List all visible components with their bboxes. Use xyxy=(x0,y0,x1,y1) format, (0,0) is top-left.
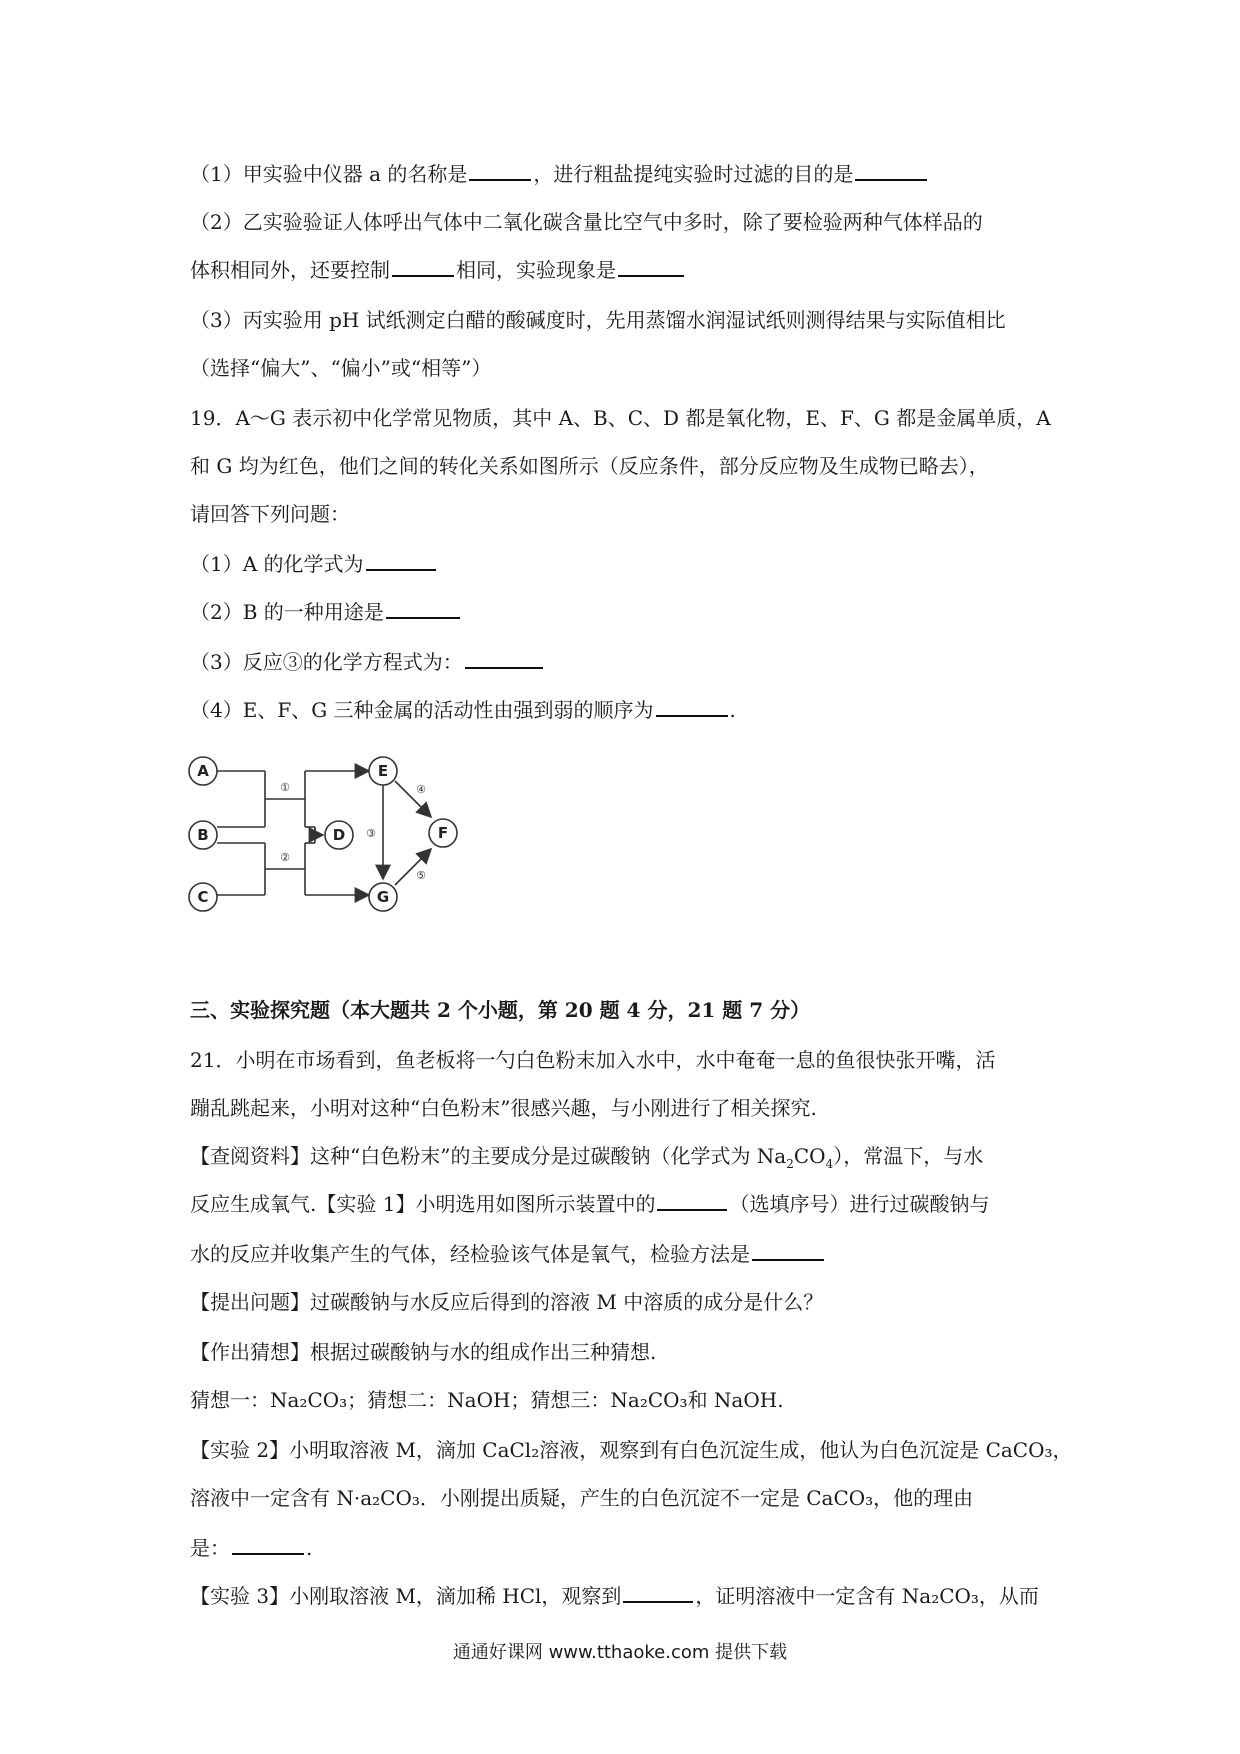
q18-part2-line2: 体积相同外，还要控制 相同，实验现象是 xyxy=(190,256,686,284)
answer-blank[interactable] xyxy=(623,1583,693,1603)
node-D: D xyxy=(332,826,346,844)
q18-part2-line1: （2）乙实验验证人体呼出气体中二氧化碳含量比空气中多时，除了要检验两种气体样品的 xyxy=(190,210,983,234)
q19-intro-2: 和 G 均为红色，他们之间的转化关系如图所示（反应条件，部分反应物及生成物已略去）， xyxy=(190,454,989,478)
answer-blank[interactable] xyxy=(386,599,460,619)
q21-line10: 溶液中一定含有 N·a₂CO₃．小刚提出质疑，产生的白色沉淀不一定是 CaCO₃，他的理由 xyxy=(190,1486,974,1510)
answer-blank[interactable] xyxy=(232,1535,304,1555)
node-G: G xyxy=(376,888,390,906)
node-B: B xyxy=(197,826,209,844)
q21-line12: 【实验 3】小刚取溶液 M，滴加稀 HCl，观察到 ，证明溶液中一定含有 Na₂CO₃，从而 xyxy=(190,1584,1039,1608)
q21-line11: 是： . xyxy=(190,1536,313,1560)
answer-blank[interactable] xyxy=(392,257,454,277)
label-reaction-4: ④ xyxy=(416,783,426,796)
q21-line9: 【实验 2】小明取溶液 M，滴加 CaCl₂溶液，观察到有白色沉淀生成，他认为白色沉淀是 CaCO₃， xyxy=(190,1438,1073,1462)
q21-line1: 21．小明在市场看到，鱼老板将一勺白色粉末加入水中，水中奄奄一息的鱼很快张开嘴，活 xyxy=(190,1048,996,1072)
answer-blank[interactable] xyxy=(465,649,543,669)
node-F: F xyxy=(437,824,449,842)
q18-part1: （1）甲实验中仪器 a 的名称是 ，进行粗盐提纯实验时过滤的目的是 xyxy=(190,160,929,188)
node-C: C xyxy=(197,888,209,906)
q21-line4: 反应生成氧气.【实验 1】小明选用如图所示装置中的 （选填序号）进行过碳酸钠与 xyxy=(190,1192,990,1216)
q19-intro-1: 19．A～G 表示初中化学常见物质，其中 A、B、C、D 都是氧化物，E、F、G 都是金属单质，A xyxy=(190,406,1051,430)
q21-line5: 水的反应并收集产生的气体，经检验该气体是氧气，检验方法是 xyxy=(190,1240,826,1268)
page-footer: 通通好课网 www.tthaoke.com 提供下载 xyxy=(452,1642,788,1663)
q21-line6: 【提出问题】过碳酸钠与水反应后得到的溶液 M 中溶质的成分是什么？ xyxy=(190,1290,824,1314)
answer-blank[interactable] xyxy=(469,161,531,181)
q19-sub1: （1）A 的化学式为 xyxy=(190,550,438,578)
answer-blank[interactable] xyxy=(366,551,436,571)
transformation-diagram xyxy=(185,745,475,930)
label-reaction-5: ⑤ xyxy=(416,869,426,882)
section-heading: 三、实验探究题（本大题共 2 个小题，第 20 题 4 分，21 题 7 分） xyxy=(190,998,811,1022)
q21-line2: 蹦乱跳起来，小明对这种“白色粉末”很感兴趣，与小刚进行了相关探究. xyxy=(190,1096,817,1120)
q21-line8: 猜想一：Na₂CO₃；猜想二：NaOH；猜想三：Na₂CO₃和 NaOH. xyxy=(190,1388,784,1412)
node-E: E xyxy=(377,762,389,780)
label-reaction-2: ② xyxy=(280,851,290,864)
q19-intro-3: 请回答下列问题： xyxy=(190,502,350,526)
q21-line3: 【查阅资料】这种“白色粉末”的主要成分是过碳酸钠（化学式为 $Na_2CO_4$），常温下，与水 xyxy=(190,1144,984,1171)
answer-blank[interactable] xyxy=(752,1241,824,1261)
node-A: A xyxy=(197,762,209,780)
q19-sub2: （2）B 的一种用途是 xyxy=(190,598,462,626)
q21-line7: 【作出猜想】根据过碳酸钠与水的组成作出三种猜想. xyxy=(190,1340,657,1364)
answer-blank[interactable] xyxy=(656,697,728,717)
answer-blank[interactable] xyxy=(855,161,927,181)
q19-sub3: （3）反应③的化学方程式为： xyxy=(190,648,545,676)
label-reaction-1: ① xyxy=(280,781,290,794)
q19-sub4: （4）E、F、G 三种金属的活动性由强到弱的顺序为 . xyxy=(190,698,736,722)
q18-part3-line2: （选择“偏大”、“偏小”或“相等”） xyxy=(190,356,492,380)
q18-part3-line1: （3）丙实验用 pH 试纸测定白醋的酸碱度时，先用蒸馏水润湿试纸则测得结果与实际值相比 xyxy=(190,308,1006,332)
answer-blank[interactable] xyxy=(618,257,684,277)
label-reaction-3: ③ xyxy=(366,827,376,840)
answer-blank[interactable] xyxy=(657,1191,727,1211)
